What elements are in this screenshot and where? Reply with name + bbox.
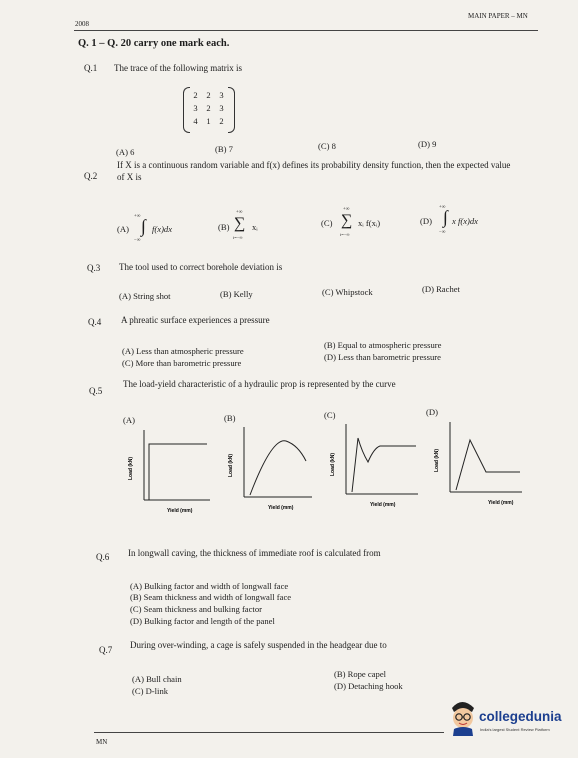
q1-matrix — [183, 87, 235, 133]
page-year: 2008 — [75, 20, 89, 28]
q6-option-b: (B) Seam thickness and width of longwall face — [130, 592, 292, 602]
q1-option-b: (B) 7 — [215, 144, 233, 154]
q2-option-d-label: (D) — [420, 216, 432, 226]
sum-upper-limit: +∞ — [343, 207, 350, 212]
graph-b-xlabel: Yield (mm) — [268, 505, 294, 511]
q2-option-c-label: (C) — [321, 218, 333, 228]
matrix-right-bracket — [228, 87, 235, 133]
integral-sign: ∫ — [443, 207, 448, 227]
graph-a-label: (A) — [123, 415, 135, 425]
q7-number: Q.7 — [99, 645, 113, 655]
matrix-cell: 3 — [219, 102, 224, 113]
graph-c-label: (C) — [324, 410, 336, 420]
graph-d-curve — [456, 440, 520, 490]
integral-lower-limit: −∞ — [439, 230, 446, 235]
mascot-icon — [446, 698, 478, 736]
footer-code: MN — [96, 738, 108, 746]
q2-text: If X is a continuous random variable and f(x) defines its probability density function, then the expected value of X is — [117, 160, 511, 182]
q4-text: A phreatic surface experiences a pressure — [121, 315, 270, 325]
q4-option-d: (D) Less than barometric pressure — [324, 352, 441, 362]
graph-c — [322, 416, 422, 510]
matrix-cell: 2 — [193, 89, 198, 100]
q1-number: Q.1 — [84, 63, 98, 73]
q5-text: The load-yield characteristic of a hydraulic prop is represented by the curve — [123, 379, 396, 389]
q3-number: Q.3 — [87, 263, 101, 273]
graph-c-ylabel: Load (kN) — [330, 452, 336, 476]
q2-number: Q.2 — [84, 171, 98, 181]
integral-lower-limit: −∞ — [134, 238, 141, 243]
q2-option-a-expr: f(x)dx — [152, 224, 173, 234]
sum-sign: ∑ — [234, 215, 246, 232]
footer-rule — [94, 732, 444, 733]
q4-option-a: (A) Less than atmospheric pressure — [122, 346, 244, 356]
matrix-cell: 3 — [219, 89, 224, 100]
sum-lower-limit: i=−∞ — [340, 232, 350, 237]
q6-option-d: (D) Bulking factor and length of the panel — [130, 616, 275, 626]
graph-b-curve — [250, 441, 306, 495]
graph-b-ylabel: Load (kN) — [228, 453, 234, 477]
q6-number: Q.6 — [96, 552, 110, 562]
graph-c-xlabel: Yield (mm) — [370, 502, 396, 508]
q7-option-a: (A) Bull chain — [132, 674, 182, 684]
graph-c-curve — [352, 438, 416, 492]
q2-option-c-expr: xᵢ f(xᵢ) — [358, 218, 381, 228]
q1-option-c: (C) 8 — [318, 141, 336, 151]
q4-number: Q.4 — [88, 317, 102, 327]
graph-a — [122, 422, 212, 514]
q2-option-a-label: (A) — [117, 224, 129, 234]
matrix-cell: 3 — [193, 102, 198, 113]
collegedunia-logo — [446, 698, 566, 738]
paper-code: MAIN PAPER – MN — [468, 12, 528, 20]
matrix-cell: 2 — [206, 102, 211, 113]
q1-option-d: (D) 9 — [418, 139, 437, 149]
q3-option-b: (B) Kelly — [220, 289, 253, 299]
sum-sign: ∑ — [341, 212, 353, 229]
q1-text: The trace of the following matrix is — [114, 63, 242, 73]
logo-wordmark: collegedunia — [479, 709, 562, 724]
graph-d — [426, 414, 526, 508]
matrix-cell: 2 — [206, 89, 211, 100]
q4-option-c: (C) More than barometric pressure — [122, 358, 242, 368]
section-title: Q. 1 – Q. 20 carry one mark each. — [78, 38, 230, 49]
header-rule — [74, 30, 538, 31]
sum-upper-limit: +∞ — [236, 210, 243, 215]
graph-a-curve — [149, 444, 207, 500]
q2-option-b-expr: xᵢ — [252, 222, 258, 232]
integral-upper-limit: +∞ — [134, 214, 141, 219]
integral-sign: ∫ — [141, 216, 146, 236]
q7-text: During over-winding, a cage is safely suspended in the headgear due to — [130, 640, 387, 650]
graph-d-label: (D) — [426, 407, 438, 417]
graph-b — [222, 419, 314, 511]
graph-b-label: (B) — [224, 413, 236, 423]
q3-option-d: (D) Rachet — [422, 284, 460, 294]
q4-option-b: (B) Equal to atmospheric pressure — [324, 340, 442, 350]
matrix-cell: 2 — [219, 115, 224, 126]
q6-text: In longwall caving, the thickness of immediate roof is calculated from — [128, 548, 381, 558]
logo-tagline: India's largest Student Review Platform — [480, 727, 550, 732]
q1-option-a: (A) 6 — [116, 147, 135, 157]
q2-option-d-expr: x f(x)dx — [452, 216, 478, 226]
q7-option-b: (B) Rope capel — [334, 669, 387, 679]
q3-option-c: (C) Whipstock — [322, 287, 373, 297]
q7-option-d: (D) Detaching hook — [334, 681, 403, 691]
graph-a-xlabel: Yield (mm) — [167, 508, 193, 514]
graph-d-ylabel: Load (kN) — [434, 448, 440, 472]
matrix-cell: 4 — [193, 115, 198, 126]
q3-text: The tool used to correct borehole deviation is — [119, 262, 283, 272]
q3-option-a: (A) String shot — [119, 291, 171, 301]
graph-d-xlabel: Yield (mm) — [488, 500, 514, 506]
q6-option-c: (C) Seam thickness and bulking factor — [130, 604, 262, 614]
q7-option-c: (C) D-link — [132, 686, 169, 696]
q6-option-a: (A) Bulking factor and width of longwall face — [130, 581, 289, 591]
graph-a-ylabel: Load (kN) — [128, 456, 134, 480]
matrix-cell: 1 — [206, 115, 211, 126]
q2-option-b-label: (B) — [218, 222, 230, 232]
sum-lower-limit: i=−∞ — [233, 235, 243, 240]
q5-number: Q.5 — [89, 386, 103, 396]
integral-upper-limit: +∞ — [439, 205, 446, 210]
